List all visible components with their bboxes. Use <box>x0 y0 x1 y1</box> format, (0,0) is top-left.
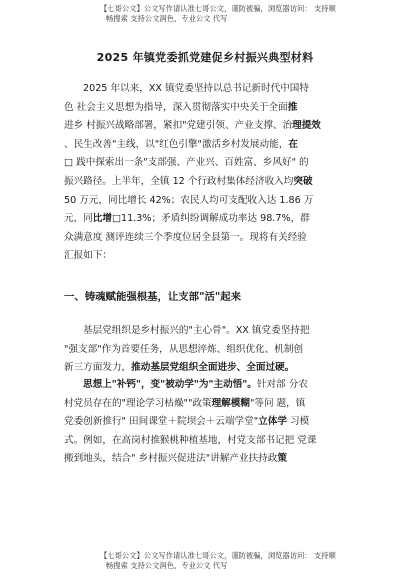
section-paragraph <box>64 376 334 469</box>
bold-text: 在 <box>288 138 298 150</box>
text-span: 振兴路径。上半年，全镇 12 个行政村集体经济收入均 <box>64 175 294 187</box>
header-note-line: 【七哥公文】公文写作请认准七哥公文，谨防被骗，浏览器访问： 支持顺 <box>100 4 336 13</box>
text-span: 2025 年以来， <box>83 83 149 94</box>
text-line: "强支部"作为首要任务，从思想淬炼、组织优化、机制创 <box>64 343 304 355</box>
text-span: 搬到地头，结合" 乡村振兴促进法"讲解产业扶持政 <box>64 453 278 465</box>
bold-text: 理提效 <box>292 120 321 132</box>
text-line <box>64 173 334 192</box>
text-span: 党委创新推行" 田间课堂＋院坝会＋云端学堂" <box>64 416 259 428</box>
bold-text: 推 <box>287 101 298 113</box>
section-heading: 一、铸魂赋能强根基，让支部"活"起来 <box>64 291 242 303</box>
text-span: 新三方面发力， <box>64 362 132 374</box>
text-span: 村党员存在的"理论学习枯燥""政策 <box>64 397 212 409</box>
bold-text: 推动基层党组织全面进步、全面过硬。 <box>131 362 295 374</box>
text-span: XX 镇党委坚持以总书记新时代中国特 <box>148 83 309 94</box>
bold-text: 比增 <box>92 213 112 225</box>
text-line <box>64 80 334 99</box>
text-line <box>64 376 334 395</box>
text-span: 进乡 村振兴战略部署，紧扣"党建引领、产业支撑、治 <box>64 120 293 132</box>
text-span: 色 社会主义思想为指导，深入贯彻落实中央关于全面 <box>64 101 288 113</box>
bold-text: 立体学 <box>258 416 287 428</box>
bold-text: 思想上"补钙"，变"被动学"为"主动悟"。 <box>83 379 257 390</box>
document-title: 2025 年镇党委抓党建促乡村振兴典型材料 <box>96 51 314 64</box>
text-line <box>64 117 334 136</box>
text-line <box>64 413 334 432</box>
text-line <box>64 450 334 469</box>
footer-note-line: 畅搜索 支持公文润色，专业公文 代写 <box>106 561 228 570</box>
text-line: 众满意度 测评连续三个季度位居全县第一。现将有关经验 <box>64 231 307 243</box>
footer-watermark-note <box>100 551 350 571</box>
header-note-line: 畅搜索 支持公文润色，专业公文 代写 <box>106 14 228 23</box>
text-span: 元，同 <box>64 213 93 225</box>
text-span: 、民生改善"主线，以"红色引擎"激活乡村发展动能， <box>64 138 289 150</box>
text-line: □ 践中探索出一条"支部强、产业兴、百姓富、乡风好" 的 <box>64 157 309 169</box>
text-line <box>64 99 334 118</box>
text-span: □11.3%；矛盾纠纷调解成功率达 98.7%，群 <box>111 213 310 225</box>
bold-text: 策 <box>277 453 287 465</box>
bold-text: 突破 <box>293 175 313 187</box>
header-watermark-note <box>100 4 350 24</box>
text-line: 50 万元，同比增长 42%；农民人均可支配收入达 1.86 万 <box>64 194 314 206</box>
text-line <box>64 136 334 155</box>
intro-paragraph <box>64 80 334 266</box>
text-span: 针对部 分农 <box>256 379 308 390</box>
text-span: "等问 题，镇 <box>249 397 306 409</box>
text-line <box>64 210 334 229</box>
text-line: 基层党组织是乡村振兴的"主心骨"。XX 镇党委坚持把 <box>83 325 310 336</box>
text-line: 式。例如，在高岗村推猴桃种植基地，村党支部书记把 党课 <box>64 434 317 446</box>
text-line <box>64 359 334 378</box>
bold-text: 理解模糊 <box>211 397 250 409</box>
text-line: 汇报如下： <box>64 250 112 262</box>
text-line <box>64 395 334 414</box>
text-span: 习模 <box>286 416 310 428</box>
footer-note-line: 【七哥公文】公文写作请认准七哥公文，谨防被骗，浏览器访问： 支持顺 <box>100 551 336 560</box>
section-paragraph <box>64 322 334 378</box>
